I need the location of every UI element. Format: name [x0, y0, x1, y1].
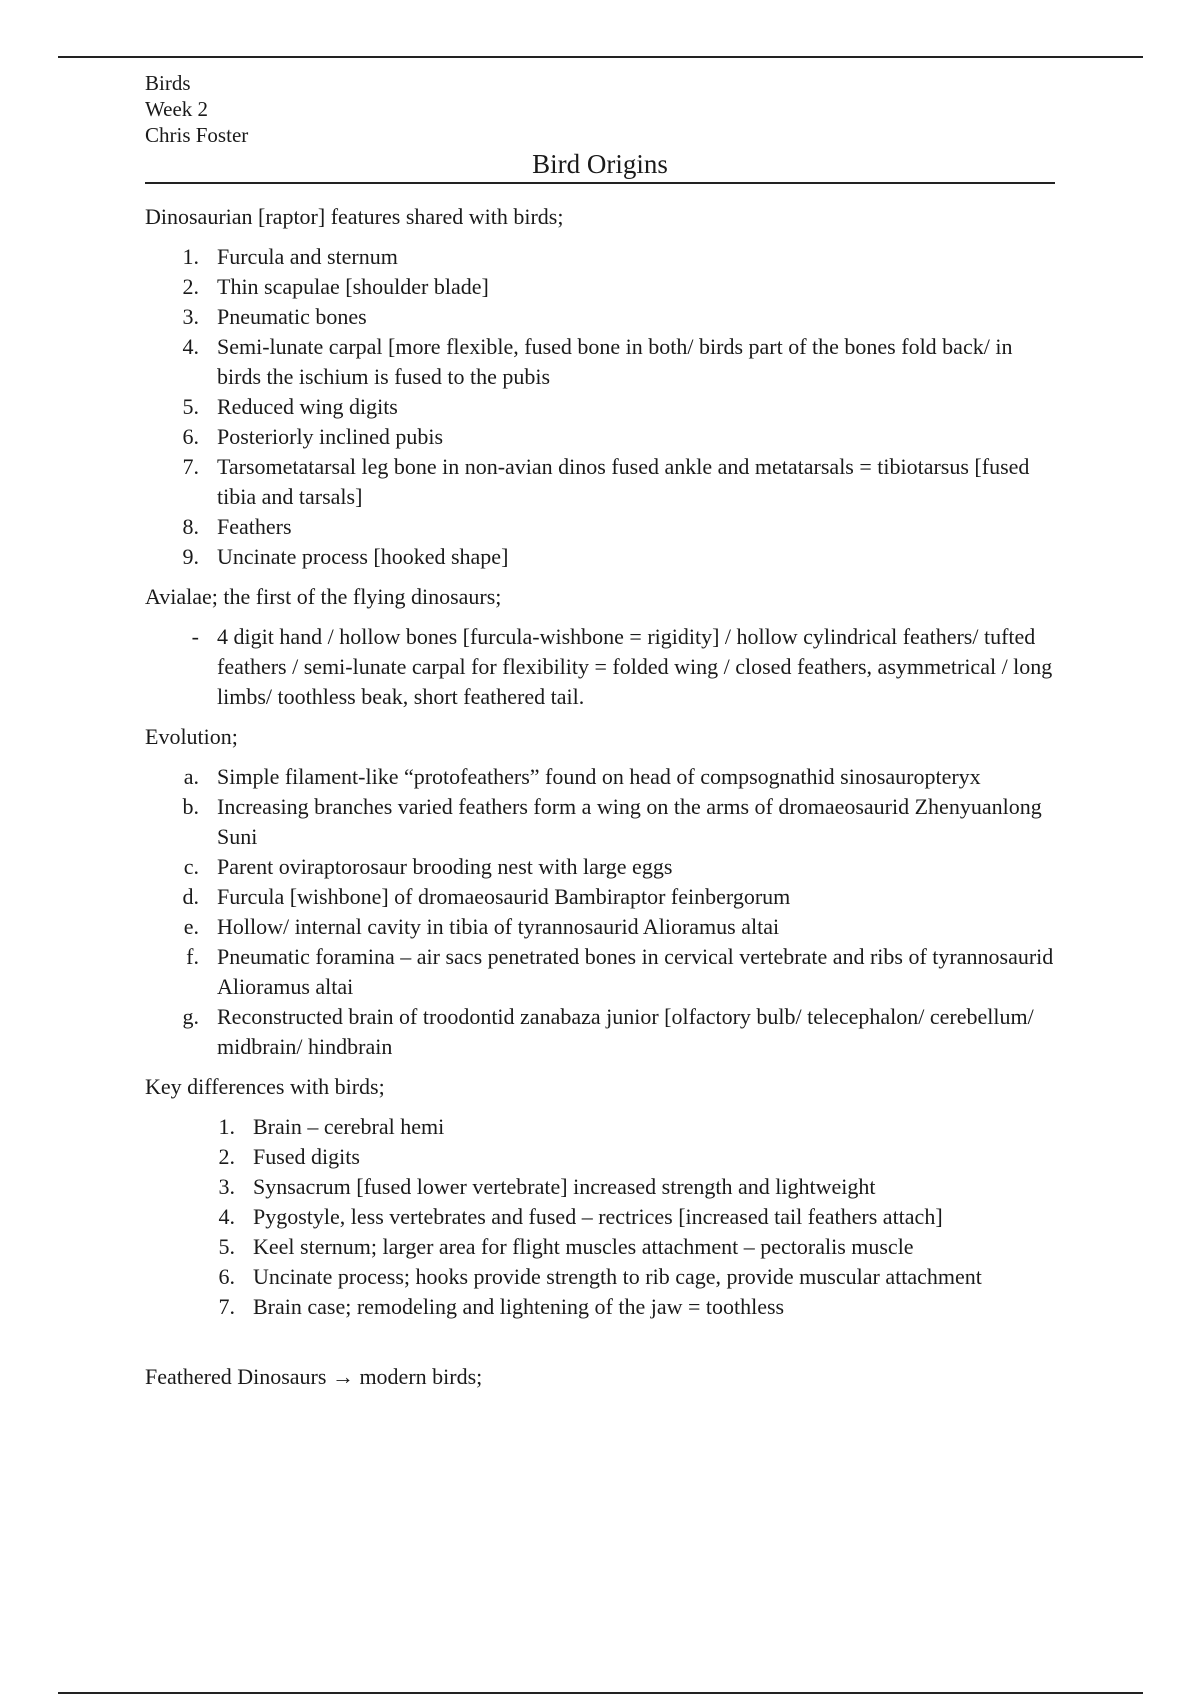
list-marker: 5.	[218, 1234, 235, 1259]
list-item	[145, 1172, 1055, 1202]
list-marker: 6.	[182, 424, 199, 449]
list-marker: 3.	[182, 304, 199, 329]
page-title: Bird Origins	[145, 148, 1055, 184]
list-item-text: Pneumatic foramina – air sacs penetrated bones in cervical vertebrate and ribs of tyrannosaurid Alioramus altai	[217, 944, 1054, 999]
list-marker: 1.	[182, 244, 199, 269]
list-marker: 8.	[182, 514, 199, 539]
list-item-text: Simple filament-like “protofeathers” found on head of compsognathid sinosauropteryx	[217, 764, 981, 789]
list-marker: 5.	[182, 394, 199, 419]
list-item-text: Semi-lunate carpal [more flexible, fused bone in both/ birds part of the bones fold back/ in birds the ischium is fused to the pubis	[217, 334, 1013, 389]
list-item	[145, 1142, 1055, 1172]
evolution-list	[145, 762, 1055, 1062]
list-marker: f.	[186, 944, 199, 969]
list-item	[145, 882, 1055, 912]
document-page	[145, 70, 1055, 1392]
list-marker: 1.	[218, 1114, 235, 1139]
list-item-text: Hollow/ internal cavity in tibia of tyrannosaurid Alioramus altai	[217, 914, 780, 939]
list-marker: 7.	[218, 1294, 235, 1319]
list-item-text: Pygostyle, less vertebrates and fused – rectrices [increased tail feathers attach]	[253, 1204, 943, 1229]
list-item	[145, 242, 1055, 272]
list-item	[145, 452, 1055, 512]
week-label: Week 2	[145, 97, 209, 121]
list-item	[145, 302, 1055, 332]
list-item-text: Tarsometatarsal leg bone in non-avian dinos fused ankle and metatarsals = tibiotarsus [fused tibia and tarsals]	[217, 454, 1030, 509]
author-name: Chris Foster	[145, 123, 249, 147]
list-item-text: Brain – cerebral hemi	[253, 1114, 445, 1139]
list-marker: d.	[182, 884, 199, 909]
list-item	[145, 1002, 1055, 1062]
list-marker: 6.	[218, 1264, 235, 1289]
list-item-text: Reduced wing digits	[217, 394, 398, 419]
list-marker: b.	[182, 794, 199, 819]
list-marker: c.	[183, 854, 199, 879]
list-item-text: Thin scapulae [shoulder blade]	[217, 274, 489, 299]
course-name: Birds	[145, 71, 191, 95]
list-item	[145, 542, 1055, 572]
list-marker: -	[191, 624, 199, 649]
list-item-text: Uncinate process; hooks provide strength to rib cage, provide muscular attachment	[253, 1264, 982, 1289]
list-item	[145, 392, 1055, 422]
list-item-text: Uncinate process [hooked shape]	[217, 544, 509, 569]
list-item	[145, 422, 1055, 452]
list-marker: 4.	[182, 334, 199, 359]
top-page-rule	[58, 56, 1143, 58]
list-item-text: Feathers	[217, 514, 292, 539]
list-item-text: Keel sternum; larger area for flight muscles attachment – pectoralis muscle	[253, 1234, 914, 1259]
list-item-text: Brain case; remodeling and lightening of the jaw = toothless	[253, 1294, 785, 1319]
list-item	[145, 622, 1055, 712]
list-marker: 2.	[182, 274, 199, 299]
list-marker: g.	[182, 1004, 199, 1029]
list-item	[145, 792, 1055, 852]
section-heading-evolution: Evolution;	[145, 724, 238, 749]
list-item-text: Furcula [wishbone] of dromaeosaurid Bambiraptor feinbergorum	[217, 884, 791, 909]
list-item-text: Synsacrum [fused lower vertebrate] increased strength and lightweight	[253, 1174, 876, 1199]
list-marker: 3.	[218, 1174, 235, 1199]
list-item	[145, 1262, 1055, 1292]
list-marker: a.	[183, 764, 199, 789]
key-differences-list	[145, 1112, 1055, 1322]
section-heading-avialae: Avialae; the first of the flying dinosaurs;	[145, 584, 502, 609]
list-item	[145, 762, 1055, 792]
list-item	[145, 512, 1055, 542]
shared-features-list	[145, 242, 1055, 572]
section-heading-shared-features: Dinosaurian [raptor] features shared with birds;	[145, 204, 564, 229]
document-header	[145, 70, 1055, 148]
list-item-text: Posteriorly inclined pubis	[217, 424, 444, 449]
list-marker: 4.	[218, 1204, 235, 1229]
list-item-text: Increasing branches varied feathers form a wing on the arms of dromaeosaurid Zhenyuanlong Suni	[217, 794, 1042, 849]
bottom-page-rule	[58, 1692, 1143, 1694]
list-item-text: Furcula and sternum	[217, 244, 398, 269]
list-item-text: Pneumatic bones	[217, 304, 367, 329]
list-item-text: 4 digit hand / hollow bones [furcula-wishbone = rigidity] / hollow cylindrical feathers/ tufted feathers / semi-lunate carpal for flexibility = folded wing / closed feathers, asymmetrical / long limbs/ toothless beak, short feathered tail.	[217, 624, 1053, 709]
list-item	[145, 1112, 1055, 1142]
avialae-list	[145, 622, 1055, 712]
list-item-text: Fused digits	[253, 1144, 360, 1169]
list-item	[145, 852, 1055, 882]
list-item	[145, 942, 1055, 1002]
list-item	[145, 272, 1055, 302]
list-marker: 2.	[218, 1144, 235, 1169]
list-marker: e.	[183, 914, 199, 939]
section-heading-feathered-dinosaurs: Feathered Dinosaurs → modern birds;	[145, 1364, 483, 1389]
list-item	[145, 332, 1055, 392]
list-item	[145, 1232, 1055, 1262]
list-item	[145, 1292, 1055, 1322]
list-item	[145, 912, 1055, 942]
list-item-text: Parent oviraptorosaur brooding nest with large eggs	[217, 854, 673, 879]
list-item-text: Reconstructed brain of troodontid zanabaza junior [olfactory bulb/ telecephalon/ cerebellum/ midbrain/ hindbrain	[217, 1004, 1034, 1059]
list-marker: 7.	[182, 454, 199, 479]
section-heading-key-differences: Key differences with birds;	[145, 1074, 385, 1099]
list-item	[145, 1202, 1055, 1232]
list-marker: 9.	[182, 544, 199, 569]
